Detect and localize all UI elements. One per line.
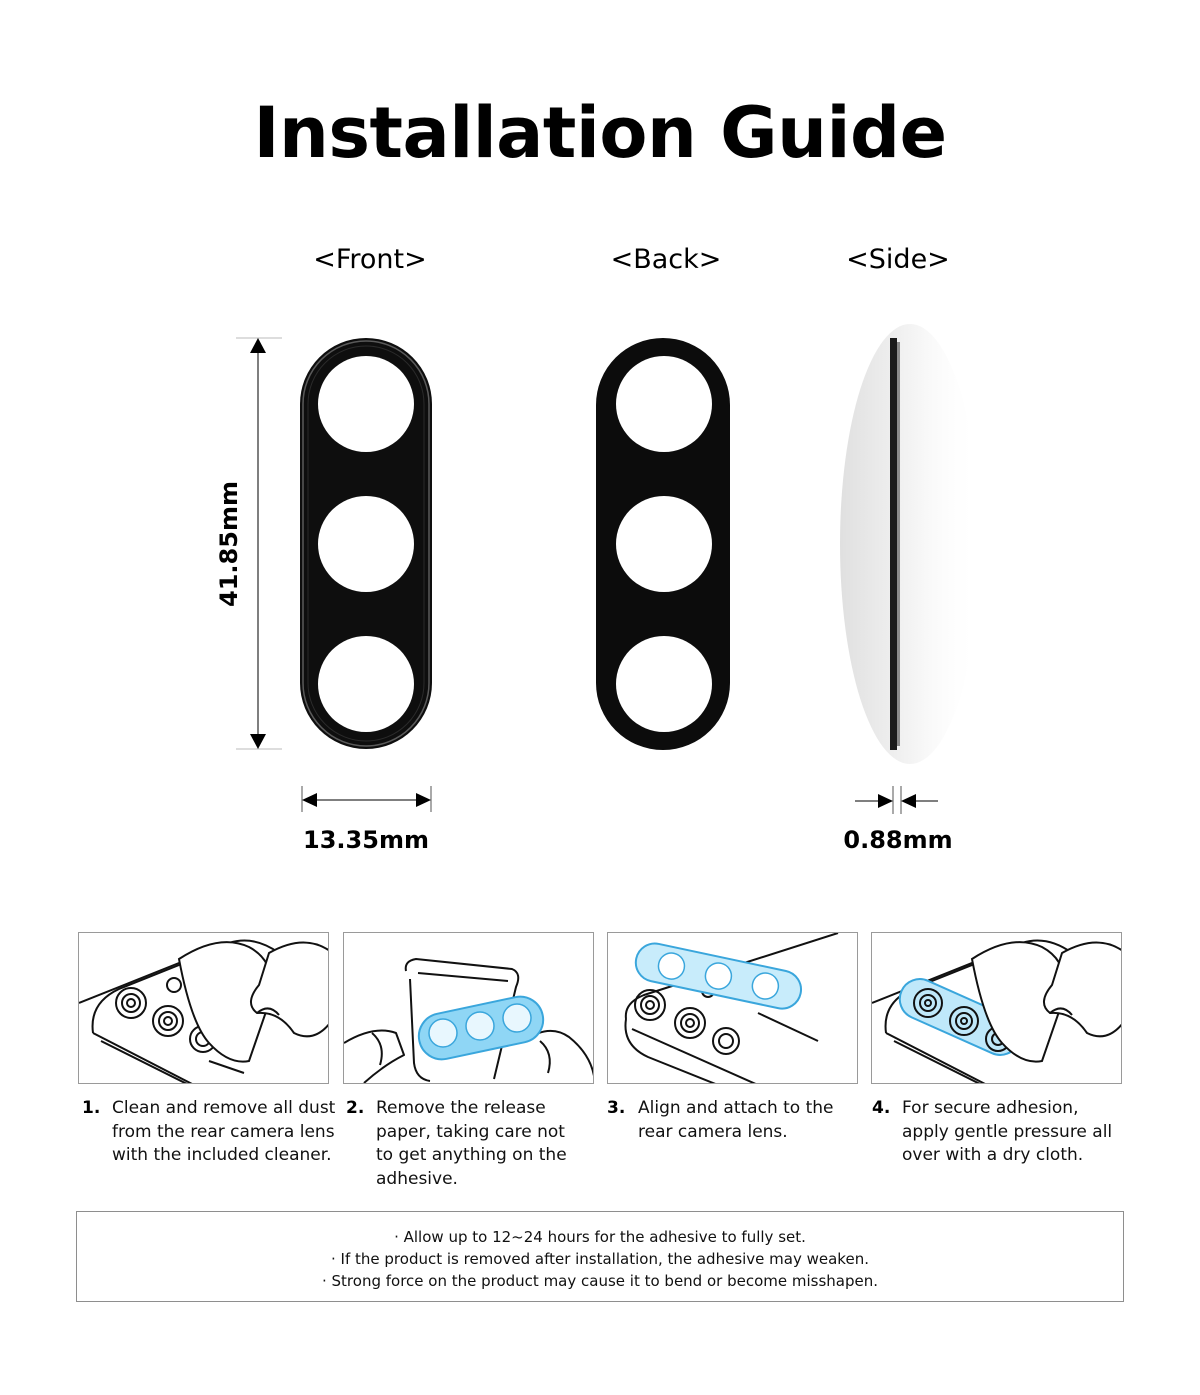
step-2-illustration [343,932,594,1084]
note-line: · Allow up to 12~24 hours for the adhesive to fully set. [394,1228,806,1246]
step-4-illustration [871,932,1122,1084]
side-view-label: <Side> [846,244,950,275]
front-lens-frame [300,338,432,749]
step-3-text: Align and attach to the rear camera lens. [638,1098,834,1142]
step-3-illustration [607,932,858,1084]
step-3-number: 3. [607,1098,626,1118]
step-1-number: 1. [82,1098,101,1118]
width-dimension-label: 13.35mm [303,826,429,854]
step-1-text: Clean and remove all dust from the rear camera lens with the included cleaner. [112,1098,336,1165]
step-1-illustration [78,932,329,1084]
side-lens-profile [840,324,980,764]
step-2-number: 2. [346,1098,365,1118]
front-view-label: <Front> [313,244,427,275]
height-dimension-label: 41.85mm [215,481,243,607]
width-dimension-arrow [302,786,431,812]
page-title: Installation Guide [253,92,947,174]
note-line: · If the product is removed after installation, the adhesive may weaken. [331,1250,869,1268]
step-2-text: Remove the release paper, taking care not to get anything on the adhesive. [376,1098,567,1189]
thickness-dimension-arrow [855,786,938,814]
step-4-text: For secure adhesion, apply gentle pressure all over with a dry cloth. [902,1098,1113,1165]
back-lens-frame [596,338,730,750]
caution-notes-box [76,1211,1124,1302]
thickness-dimension-label: 0.88mm [843,826,953,854]
back-view-label: <Back> [610,244,722,275]
note-line: · Strong force on the product may cause it to bend or become misshapen. [321,1272,878,1290]
step-4-number: 4. [872,1098,891,1118]
